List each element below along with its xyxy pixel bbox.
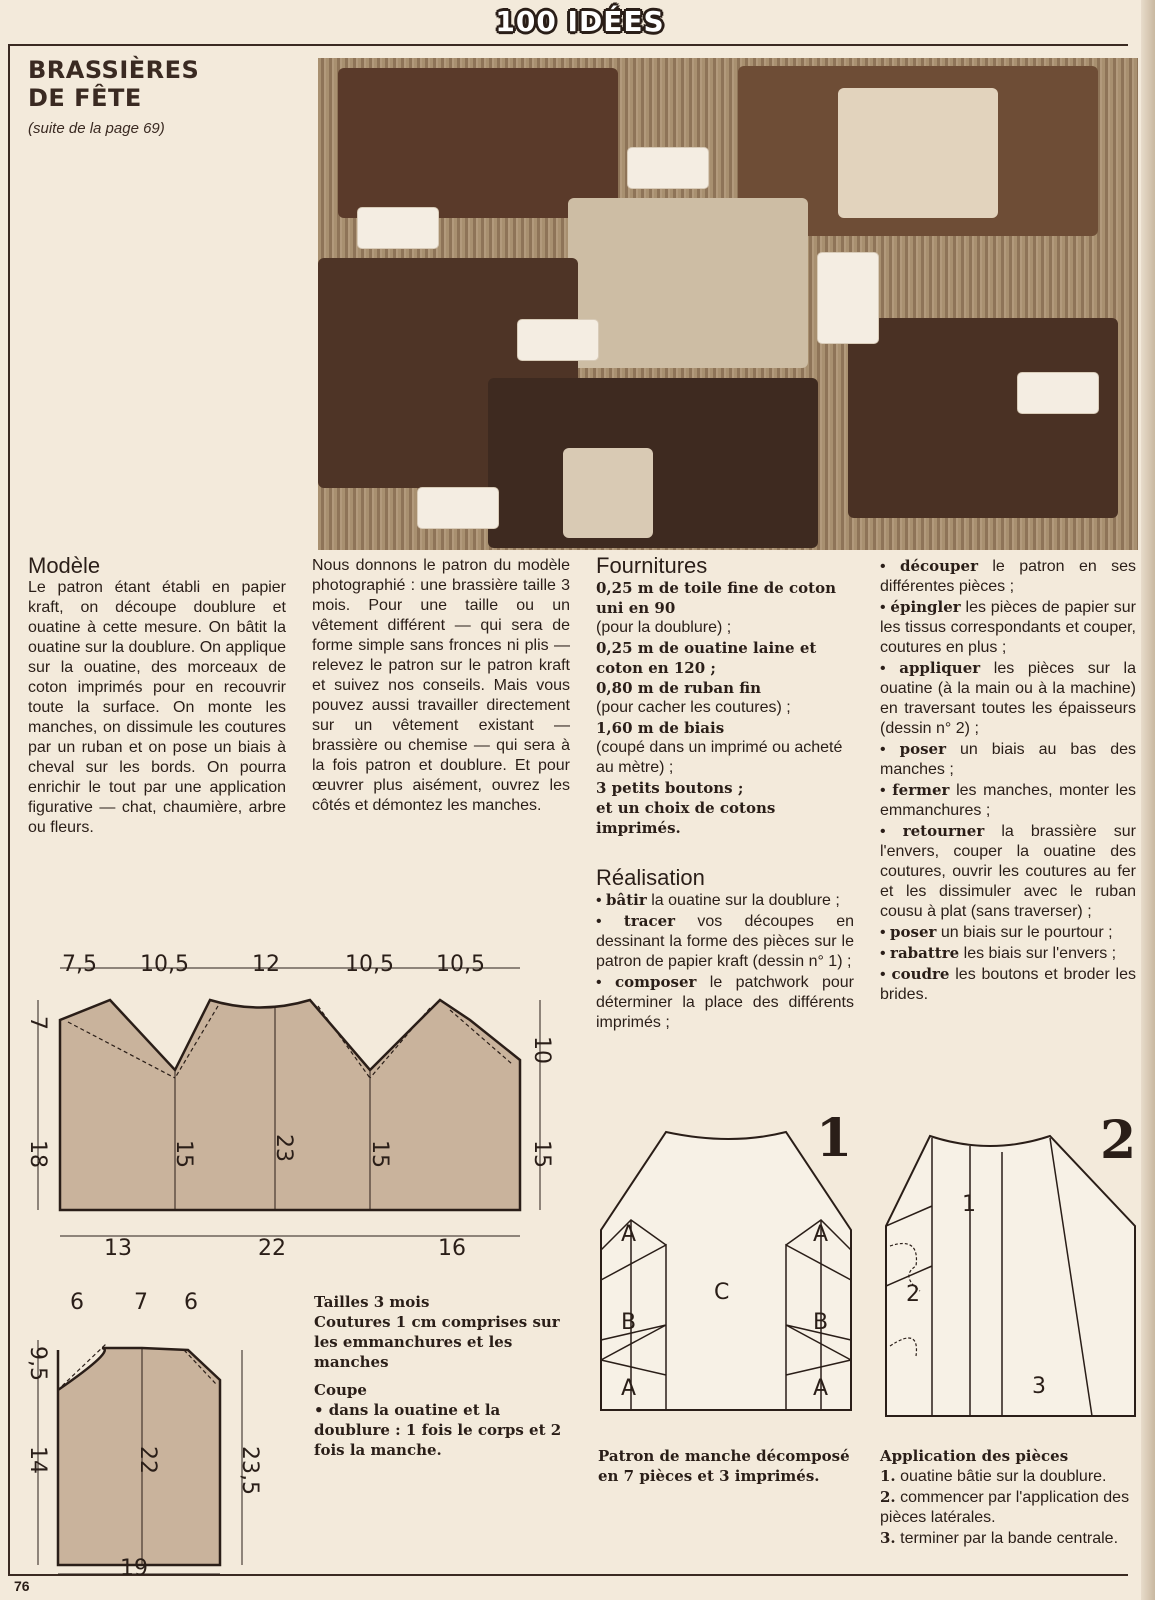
dim-bottom-2: 22: [258, 1236, 286, 1261]
fourniture-item: et un choix de cotons imprimés.: [596, 799, 776, 837]
jacket-bottom-center: [488, 378, 818, 548]
step-item: • retourner la brassière sur l'envers, couper la ouatine des coutures, ouvrir les coutures au fer et les dissimuler avec le ruban cousu à plat (sans traverser) ;: [880, 822, 1137, 920]
figure-1-number: 1: [816, 1108, 853, 1169]
modele-text: Le patron étant établi en papier kraft, on découpe doublure et ouatine à cette mesure. On bâtit la ouatine sur la doublure. On applique sur la ouatine, des morceaux de coton imprimés pour en recouvrir toute la surface. On monte les manches, on dissimule les coutures par un ruban et on pose un biais à cheval sur les bords. On pourra enrichir le tout par une application figurative — chat, chaumière, arbre ou fleurs.: [28, 579, 286, 836]
piece-2: 2: [906, 1282, 920, 1307]
realisation-step: • composer le patchwork pour déterminer la place des différents imprimés ;: [596, 973, 854, 1031]
label-tag: [358, 208, 438, 248]
dim-inner-2: 23: [271, 1134, 296, 1162]
patron-text: Nous donnons le patron du modèle photographié : une brassière taille 3 mois. Pour une taille ou un vêtement différent — qui sera de forme simple sans fronces ni plis — relevez le patron sur le patron kraft et suivez nos conseils. Mais vous pouvez aussi travailler directement sur un vêtement existant — brassière ou chemise — qui sera à la fois patron et doublure. Et pour œuvrer plus aisément, ouvrez les côtés et démontez les manches.: [312, 557, 570, 814]
dim-right-2: 15: [529, 1140, 554, 1168]
sleeve-dim-left-1: 9,5: [25, 1346, 50, 1381]
title-line-2: DE FÊTE: [28, 84, 142, 112]
dim-top-5: 10,5: [436, 952, 485, 977]
dim-bottom-1: 13: [104, 1236, 132, 1261]
jacket-right-floral: [848, 318, 1118, 518]
piece-c: C: [714, 1280, 730, 1305]
dim-left-2: 18: [25, 1140, 50, 1168]
step-item: • fermer les manches, monter les emmanchures ;: [880, 781, 1137, 819]
figure-1-caption: Patron de manche décomposé en 7 pièces et 3 imprimés.: [598, 1447, 850, 1485]
jacket-light-panel: [838, 88, 998, 218]
dim-inner-1: 15: [171, 1140, 196, 1168]
piece-a: A: [813, 1376, 829, 1401]
realisation-step: • bâtir la ouatine sur la doublure ;: [596, 891, 840, 909]
step-item: • appliquer les pièces sur la ouatine (à la main ou à la machine) en traversant toutes les épaisseurs (dessin n° 2) ;: [880, 659, 1136, 737]
title-line-1: BRASSIÈRES: [28, 56, 200, 84]
section-badge-text: 100 IDÉES: [495, 4, 665, 38]
article-subtitle: (suite de la page 69): [28, 120, 165, 137]
fourniture-item: 1,60 m de biais: [596, 719, 725, 737]
dim-top-1: 7,5: [62, 952, 97, 977]
step-item: • poser un biais sur le pourtour ;: [880, 923, 1113, 941]
label-tag: [628, 148, 708, 188]
coupe-text: • dans la ouatine et la doublure : 1 fois le corps et 2 fois la manche.: [314, 1401, 562, 1459]
sleeve-dim-inner: 22: [135, 1446, 160, 1474]
fourniture-item: 0,80 m de ruban fin: [596, 679, 762, 697]
piece-a: A: [621, 1376, 637, 1401]
sleeve-dim-top-2: 7: [134, 1290, 148, 1315]
label-tag: [818, 253, 878, 343]
piece-1: 1: [962, 1192, 976, 1217]
dim-bottom-3: 16: [438, 1236, 466, 1261]
fourniture-item: 3 petits boutons ;: [596, 779, 744, 797]
fournitures-heading: Fournitures: [596, 553, 708, 578]
jacket-patchwork: [568, 198, 808, 368]
page-edge: [1141, 0, 1155, 1600]
dim-top-3: 12: [252, 952, 280, 977]
dim-right-1: 10: [529, 1036, 554, 1064]
figure-2-caption: [880, 1446, 1130, 1549]
label-tag: [1018, 373, 1098, 413]
fourniture-note: (coupé dans un imprimé ou acheté au mètre) ;: [596, 739, 843, 776]
article-title: [28, 56, 199, 112]
page-number: 76: [14, 1578, 30, 1594]
dim-top-2: 10,5: [140, 952, 189, 977]
fourniture-note: (pour la doublure) ;: [596, 619, 732, 636]
sleeve-dim-right: 23,5: [237, 1446, 262, 1495]
sleeve-dim-top-3: 6: [184, 1290, 198, 1315]
sleeve-dim-bottom: 19: [120, 1556, 148, 1581]
fourniture-item: 0,25 m de toile fine de coton uni en 90: [596, 579, 837, 617]
modele-column: [28, 553, 286, 838]
left-rule: [8, 44, 10, 1576]
figure-2-diagram: [880, 1126, 1140, 1428]
triangle-patch: [563, 448, 653, 538]
piece-a: A: [813, 1222, 829, 1247]
dim-top-4: 10,5: [345, 952, 394, 977]
figure-2-caption-item: 1. ouatine bâtie sur la doublure.: [880, 1467, 1107, 1485]
patron-column: [312, 556, 570, 816]
step-item: • coudre les boutons et broder les brides.: [880, 965, 1136, 1003]
fourniture-item: 0,25 m de ouatine laine et coton en 120 ;: [596, 639, 817, 677]
modele-heading: Modèle: [28, 553, 101, 578]
body-pattern-diagram: [20, 960, 560, 1260]
step-item: • rabattre les biais sur l'envers ;: [880, 944, 1117, 962]
step-item: • poser un biais au bas des manches ;: [880, 740, 1136, 778]
label-tag: [518, 320, 598, 360]
sleeve-dim-top-1: 6: [70, 1290, 84, 1315]
coupe-heading: Coupe: [314, 1381, 367, 1399]
realisation-step: • tracer vos découpes en dessinant la forme des pièces sur le patron de papier kraft (dessin n° 1) ;: [596, 912, 855, 970]
piece-b: B: [621, 1310, 637, 1335]
fourniture-note: (pour cacher les coutures) ;: [596, 699, 791, 716]
dim-inner-3: 15: [367, 1140, 392, 1168]
figure-2-caption-item: 3. terminer par la bande centrale.: [880, 1529, 1119, 1547]
steps-column: [880, 556, 1136, 1005]
piece-b: B: [813, 1310, 829, 1335]
piece-3: 3: [1032, 1374, 1046, 1399]
sleeve-pattern-diagram: [20, 1300, 290, 1580]
jacket-outline: [886, 1136, 1135, 1416]
section-badge: [480, 4, 680, 38]
tailles-block: [314, 1292, 574, 1460]
sleeve-dim-left-2: 14: [25, 1446, 50, 1474]
top-rule: [8, 44, 1128, 46]
realisation-heading: Réalisation: [596, 865, 705, 890]
dim-left-1: 7: [25, 1016, 50, 1030]
step-item: • épingler les pièces de papier sur les tissus correspondants et couper, coutures en plus ;: [880, 598, 1136, 656]
piece-a: A: [621, 1222, 637, 1247]
figure-2-caption-title: Application des pièces: [880, 1447, 1069, 1465]
step-item: • découper le patron en ses différentes pièces ;: [880, 557, 1137, 595]
fournitures-column: [596, 553, 855, 1033]
jackets-photo: [318, 58, 1138, 550]
figure-2-caption-item: 2. commencer par l'application des pièces latérales.: [880, 1488, 1130, 1526]
label-tag: [418, 488, 498, 528]
tailles-coutures: Coutures 1 cm comprises sur les emmanchures et les manches: [314, 1313, 560, 1371]
tailles-line: Tailles 3 mois: [314, 1293, 430, 1311]
jacket-dark: [338, 68, 618, 218]
figure-2-number: 2: [1100, 1110, 1137, 1171]
body-pattern-shape: [60, 1000, 520, 1210]
